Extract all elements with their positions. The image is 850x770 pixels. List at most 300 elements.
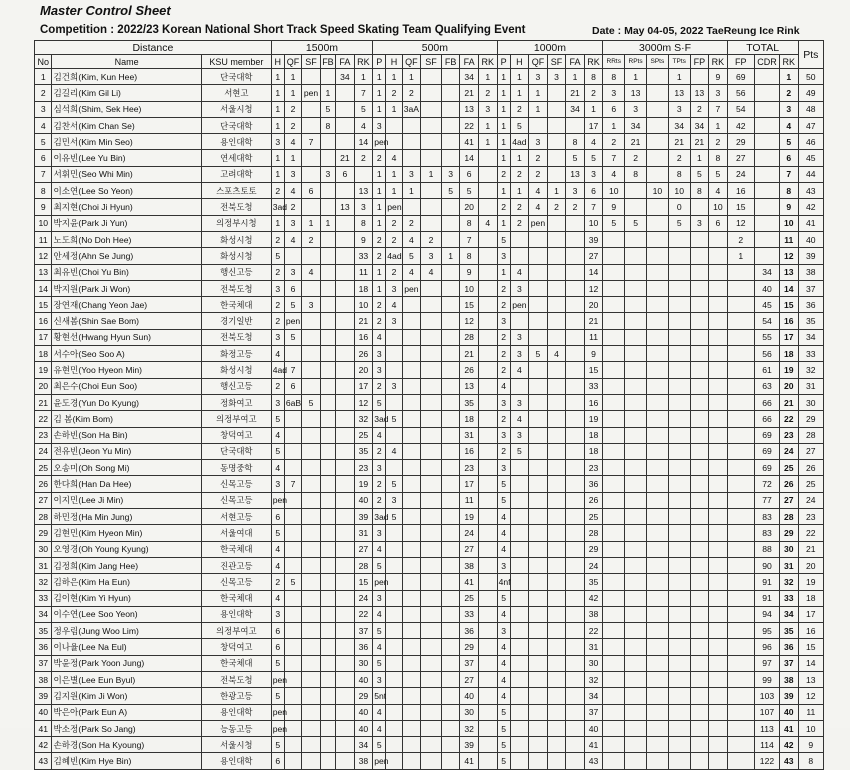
rank-3000m xyxy=(709,394,728,410)
cell-500m xyxy=(386,671,402,687)
points: 24 xyxy=(798,492,823,508)
skater-name: 김건희(Kim, Kun Hee) xyxy=(52,69,201,85)
cell-1500m xyxy=(320,183,335,199)
cell-500m xyxy=(421,737,442,753)
cell-1000m: 1 xyxy=(547,183,566,199)
rank-1500m: 39 xyxy=(354,509,373,525)
rank-1500m: 14 xyxy=(354,134,373,150)
total-fp xyxy=(727,557,754,573)
total-rank: 15 xyxy=(780,297,799,313)
cell-1000m xyxy=(547,85,566,101)
total-rank: 22 xyxy=(780,411,799,427)
rank-1000m: 12 xyxy=(584,280,603,296)
rank-3000m xyxy=(709,443,728,459)
cell-500m: 3 xyxy=(386,492,402,508)
cell-3000m xyxy=(668,639,690,655)
cell-500m: 2 xyxy=(373,443,386,459)
table-row xyxy=(35,166,824,182)
total-cdr: 96 xyxy=(754,639,779,655)
ksu-member: 한광고등 xyxy=(201,688,271,704)
cell-500m: pen xyxy=(373,134,386,150)
cell-1000m: 4 xyxy=(497,639,510,655)
cell-1500m xyxy=(320,69,335,85)
cell-1000m xyxy=(566,525,585,541)
cell-500m xyxy=(421,280,442,296)
total-rank: 43 xyxy=(780,753,799,769)
cell-1000m xyxy=(566,264,585,280)
cell-1500m: 3ad xyxy=(271,199,284,215)
cell-3000m xyxy=(603,313,625,329)
row-number: 3 xyxy=(35,101,52,117)
total-cdr xyxy=(754,134,779,150)
table-row xyxy=(35,231,824,247)
cell-3000m: 3 xyxy=(625,101,647,117)
rank-1000m: 24 xyxy=(584,557,603,573)
cell-3000m xyxy=(646,69,668,85)
cell-3000m xyxy=(690,671,709,687)
cell-500m xyxy=(421,346,442,362)
cell-1500m xyxy=(336,231,355,247)
total-cdr: 88 xyxy=(754,541,779,557)
cell-3000m xyxy=(646,639,668,655)
cell-1500m xyxy=(336,541,355,557)
cell-3000m xyxy=(646,574,668,590)
rank-1500m: 3 xyxy=(354,199,373,215)
ksu-member: 전북도청 xyxy=(201,280,271,296)
cell-1500m: 1 xyxy=(284,69,301,85)
cell-1000m xyxy=(547,427,566,443)
table-row xyxy=(35,329,824,345)
cell-1000m xyxy=(529,525,548,541)
cell-3000m xyxy=(646,362,668,378)
cell-500m xyxy=(421,443,442,459)
table-row xyxy=(35,492,824,508)
row-number: 42 xyxy=(35,737,52,753)
cell-1500m: 4 xyxy=(271,460,284,476)
total-cdr: 122 xyxy=(754,753,779,769)
cell-1000m xyxy=(566,720,585,736)
cell-1000m xyxy=(547,655,566,671)
cell-1000m xyxy=(566,394,585,410)
total-fp xyxy=(727,411,754,427)
cell-3000m xyxy=(690,378,709,394)
cell-1500m xyxy=(336,720,355,736)
total-rank: 34 xyxy=(780,606,799,622)
points: 31 xyxy=(798,378,823,394)
table-row xyxy=(35,248,824,264)
total-rank: 25 xyxy=(780,460,799,476)
cell-1000m xyxy=(529,623,548,639)
skater-name: 황현선(Hwang Hyun Sun) xyxy=(52,329,201,345)
cell-1500m xyxy=(284,541,301,557)
cell-1500m xyxy=(302,378,321,394)
cell-1500m: 2 xyxy=(271,378,284,394)
cell-1000m: 5 xyxy=(497,476,510,492)
rank-3000m xyxy=(709,639,728,655)
cell-1500m xyxy=(284,346,301,362)
cell-1500m xyxy=(302,150,321,166)
cell-1000m xyxy=(547,492,566,508)
cell-500m xyxy=(441,199,460,215)
ksu-member: 서울여대 xyxy=(201,525,271,541)
cell-500m xyxy=(402,378,421,394)
cell-3000m: 6 xyxy=(603,101,625,117)
cell-1000m xyxy=(510,248,529,264)
cell-500m xyxy=(478,313,497,329)
table-row xyxy=(35,688,824,704)
table-row xyxy=(35,150,824,166)
points: 45 xyxy=(798,150,823,166)
total-cdr: 40 xyxy=(754,280,779,296)
cell-3000m xyxy=(603,476,625,492)
cell-3000m xyxy=(668,329,690,345)
total-fp xyxy=(727,704,754,720)
total-rank: 24 xyxy=(780,443,799,459)
cell-1500m xyxy=(302,346,321,362)
cell-3000m xyxy=(690,199,709,215)
cell-500m xyxy=(421,574,442,590)
cell-3000m xyxy=(668,671,690,687)
cell-1500m xyxy=(320,313,335,329)
cell-3000m xyxy=(668,411,690,427)
cell-1000m: 8 xyxy=(566,134,585,150)
skater-name: 이지민(Lee Ji Min) xyxy=(52,492,201,508)
cell-3000m xyxy=(690,590,709,606)
rank-3000m xyxy=(709,720,728,736)
cell-1000m xyxy=(529,117,548,133)
cell-1500m: 2 xyxy=(271,574,284,590)
cell-500m xyxy=(386,623,402,639)
cell-3000m xyxy=(603,720,625,736)
points: 27 xyxy=(798,443,823,459)
total-rank: 39 xyxy=(780,688,799,704)
cell-500m xyxy=(402,737,421,753)
cell-1500m: pen xyxy=(271,704,284,720)
cell-500m xyxy=(478,492,497,508)
cell-500m xyxy=(478,411,497,427)
skater-name: 오영경(Oh Young Kyung) xyxy=(52,541,201,557)
cell-3000m xyxy=(625,427,647,443)
cell-3000m xyxy=(668,378,690,394)
cell-3000m xyxy=(603,297,625,313)
cell-1000m xyxy=(547,574,566,590)
row-number: 34 xyxy=(35,606,52,622)
cell-1500m: 2 xyxy=(271,264,284,280)
cell-500m: 1 xyxy=(386,69,402,85)
ksu-member: 신목고등 xyxy=(201,492,271,508)
cell-500m: 2 xyxy=(373,248,386,264)
cell-1500m: 4 xyxy=(271,427,284,443)
cell-1000m xyxy=(547,264,566,280)
cell-1000m: 3 xyxy=(497,427,510,443)
total-cdr: 107 xyxy=(754,704,779,720)
table-row xyxy=(35,378,824,394)
results-table xyxy=(34,40,824,770)
cell-1500m: 1 xyxy=(271,85,284,101)
cell-1500m xyxy=(320,509,335,525)
cell-1500m xyxy=(284,427,301,443)
cell-1500m xyxy=(302,737,321,753)
cell-500m xyxy=(402,541,421,557)
ksu-member: 서울시청 xyxy=(201,737,271,753)
points: 14 xyxy=(798,655,823,671)
rank-3000m: 3 xyxy=(709,85,728,101)
cell-500m xyxy=(386,720,402,736)
cell-1500m xyxy=(284,525,301,541)
row-number: 37 xyxy=(35,655,52,671)
cell-3000m: 4 xyxy=(603,166,625,182)
cell-500m: 1 xyxy=(478,117,497,133)
cell-1000m: 13 xyxy=(566,166,585,182)
total-cdr: 77 xyxy=(754,492,779,508)
cell-1500m xyxy=(284,248,301,264)
skater-name: 유현민(Yoo Hyeon Min) xyxy=(52,362,201,378)
cell-1000m xyxy=(529,329,548,345)
header-total: TOTAL xyxy=(727,41,798,55)
cell-1000m xyxy=(547,411,566,427)
results-body xyxy=(35,69,824,770)
cell-1500m xyxy=(320,411,335,427)
rank-500m: 9 xyxy=(460,264,479,280)
cell-3000m xyxy=(625,199,647,215)
skater-name: 김 봄(Kim Bom) xyxy=(52,411,201,427)
cell-3000m xyxy=(603,264,625,280)
cell-500m: 2 xyxy=(386,231,402,247)
cell-500m xyxy=(441,117,460,133)
row-number: 4 xyxy=(35,117,52,133)
cell-500m: 3 xyxy=(373,362,386,378)
points: 36 xyxy=(798,297,823,313)
cell-500m xyxy=(478,671,497,687)
rank-3000m xyxy=(709,346,728,362)
cell-500m xyxy=(441,150,460,166)
cell-1000m: 3 xyxy=(510,427,529,443)
cell-3000m xyxy=(646,117,668,133)
rank-500m: 31 xyxy=(460,427,479,443)
rank-1500m: 37 xyxy=(354,623,373,639)
rank-1500m: 7 xyxy=(354,85,373,101)
total-rank: 7 xyxy=(780,166,799,182)
cell-1500m xyxy=(336,280,355,296)
rank-500m: 40 xyxy=(460,688,479,704)
cell-1000m: 1 xyxy=(497,183,510,199)
total-fp xyxy=(727,443,754,459)
total-cdr: 69 xyxy=(754,443,779,459)
cell-500m: 1 xyxy=(373,166,386,182)
row-number: 26 xyxy=(35,476,52,492)
cell-1000m xyxy=(566,557,585,573)
cell-1000m xyxy=(547,606,566,622)
cell-1000m xyxy=(510,753,529,769)
cell-1500m xyxy=(320,329,335,345)
cell-3000m xyxy=(625,541,647,557)
cell-1000m xyxy=(566,509,585,525)
total-cdr xyxy=(754,248,779,264)
total-fp: 1 xyxy=(727,248,754,264)
cell-1000m xyxy=(529,378,548,394)
cell-1500m: 6aB xyxy=(284,394,301,410)
total-fp xyxy=(727,280,754,296)
cell-1500m xyxy=(336,378,355,394)
cell-1000m xyxy=(529,574,548,590)
row-number: 15 xyxy=(35,297,52,313)
cell-500m: 4 xyxy=(373,427,386,443)
cell-1000m xyxy=(547,541,566,557)
cell-500m: 4 xyxy=(402,264,421,280)
cell-1500m: 6 xyxy=(336,166,355,182)
cell-1000m: 4 xyxy=(497,525,510,541)
cell-500m xyxy=(421,69,442,85)
total-cdr: 63 xyxy=(754,378,779,394)
total-cdr: 83 xyxy=(754,525,779,541)
cell-1000m xyxy=(547,509,566,525)
cell-500m: 3 xyxy=(373,346,386,362)
row-number: 20 xyxy=(35,378,52,394)
cell-1500m xyxy=(336,688,355,704)
cell-500m xyxy=(421,541,442,557)
skater-name: 서수아(Seo Soo A) xyxy=(52,346,201,362)
cell-3000m xyxy=(690,264,709,280)
rank-500m: 30 xyxy=(460,704,479,720)
cell-3000m: 7 xyxy=(603,150,625,166)
cell-1000m xyxy=(510,557,529,573)
row-number: 30 xyxy=(35,541,52,557)
cell-3000m xyxy=(668,557,690,573)
cell-1000m xyxy=(529,720,548,736)
cell-500m xyxy=(386,557,402,573)
rank-1500m: 23 xyxy=(354,460,373,476)
cell-500m xyxy=(441,753,460,769)
cell-1500m: 5 xyxy=(271,411,284,427)
cell-3000m xyxy=(646,427,668,443)
total-rank: 5 xyxy=(780,134,799,150)
rank-1000m: 18 xyxy=(584,427,603,443)
cell-500m xyxy=(402,394,421,410)
cell-500m xyxy=(478,394,497,410)
row-number: 6 xyxy=(35,150,52,166)
skater-name: 김길리(Kim Gil Li) xyxy=(52,85,201,101)
cell-3000m xyxy=(603,541,625,557)
cell-1000m xyxy=(566,443,585,459)
total-rank: 16 xyxy=(780,313,799,329)
cell-3000m xyxy=(603,737,625,753)
cell-3000m xyxy=(603,362,625,378)
cell-3000m xyxy=(646,346,668,362)
table-row xyxy=(35,655,824,671)
cell-500m xyxy=(478,183,497,199)
cell-1000m: 5 xyxy=(497,753,510,769)
cell-500m: 1 xyxy=(373,101,386,117)
cell-500m xyxy=(386,525,402,541)
rank-500m: 20 xyxy=(460,199,479,215)
cell-1500m xyxy=(320,623,335,639)
cell-1500m xyxy=(302,248,321,264)
cell-1000m: 2 xyxy=(510,199,529,215)
cell-500m xyxy=(421,117,442,133)
row-number: 41 xyxy=(35,720,52,736)
cell-1000m: 1 xyxy=(510,69,529,85)
rank-1500m: 11 xyxy=(354,264,373,280)
cell-3000m xyxy=(603,623,625,639)
cell-500m xyxy=(478,737,497,753)
cell-500m: 1 xyxy=(373,264,386,280)
points: 15 xyxy=(798,639,823,655)
cell-1000m: 2 xyxy=(497,280,510,296)
cell-3000m xyxy=(603,231,625,247)
cell-1500m xyxy=(320,574,335,590)
cell-1500m: 3 xyxy=(271,394,284,410)
rank-1500m: 2 xyxy=(354,150,373,166)
total-rank: 3 xyxy=(780,101,799,117)
cell-500m: 3 xyxy=(386,378,402,394)
skater-name: 김찬서(Kim Chan Se) xyxy=(52,117,201,133)
cell-1500m xyxy=(302,639,321,655)
points: 18 xyxy=(798,590,823,606)
cell-1500m xyxy=(302,574,321,590)
cell-1000m xyxy=(547,313,566,329)
cell-3000m xyxy=(603,704,625,720)
cell-1500m: 5 xyxy=(271,737,284,753)
cell-1000m xyxy=(566,737,585,753)
ksu-member: 행신고등 xyxy=(201,264,271,280)
cell-3000m xyxy=(690,623,709,639)
cell-3000m xyxy=(646,215,668,231)
cell-1500m xyxy=(284,737,301,753)
cell-3000m: 5 xyxy=(668,215,690,231)
rank-500m: 41 xyxy=(460,134,479,150)
cell-500m: 1 xyxy=(478,69,497,85)
cell-500m: 3 xyxy=(373,671,386,687)
header-1000m: 1000m xyxy=(497,41,603,55)
cell-3000m xyxy=(646,509,668,525)
rank-1500m: 8 xyxy=(354,215,373,231)
rank-500m: 38 xyxy=(460,557,479,573)
total-rank: 36 xyxy=(780,639,799,655)
cell-3000m xyxy=(668,574,690,590)
points: 28 xyxy=(798,427,823,443)
rank-1000m: 36 xyxy=(584,476,603,492)
cell-500m xyxy=(421,101,442,117)
cell-1000m xyxy=(529,476,548,492)
table-row xyxy=(35,590,824,606)
cell-500m xyxy=(478,362,497,378)
table-row xyxy=(35,476,824,492)
cell-3000m xyxy=(646,590,668,606)
cell-3000m xyxy=(625,737,647,753)
total-cdr xyxy=(754,199,779,215)
cell-1500m xyxy=(336,623,355,639)
total-fp xyxy=(727,329,754,345)
skater-name: 전유빈(Jeon Yu Min) xyxy=(52,443,201,459)
rank-3000m: 1 xyxy=(709,117,728,133)
cell-1000m xyxy=(566,411,585,427)
cell-500m xyxy=(402,329,421,345)
cell-1000m xyxy=(529,427,548,443)
rank-500m: 28 xyxy=(460,329,479,345)
rank-3000m: 4 xyxy=(709,183,728,199)
rank-3000m xyxy=(709,476,728,492)
cell-3000m xyxy=(668,280,690,296)
ksu-member: 의정부여고 xyxy=(201,411,271,427)
cell-1000m: 3 xyxy=(529,134,548,150)
cell-1000m: 2 xyxy=(510,215,529,231)
table-row xyxy=(35,362,824,378)
cell-1000m xyxy=(547,688,566,704)
rank-1500m: 15 xyxy=(354,574,373,590)
cell-1500m xyxy=(320,541,335,557)
cell-1500m: 4 xyxy=(302,264,321,280)
total-fp: 2 xyxy=(727,231,754,247)
